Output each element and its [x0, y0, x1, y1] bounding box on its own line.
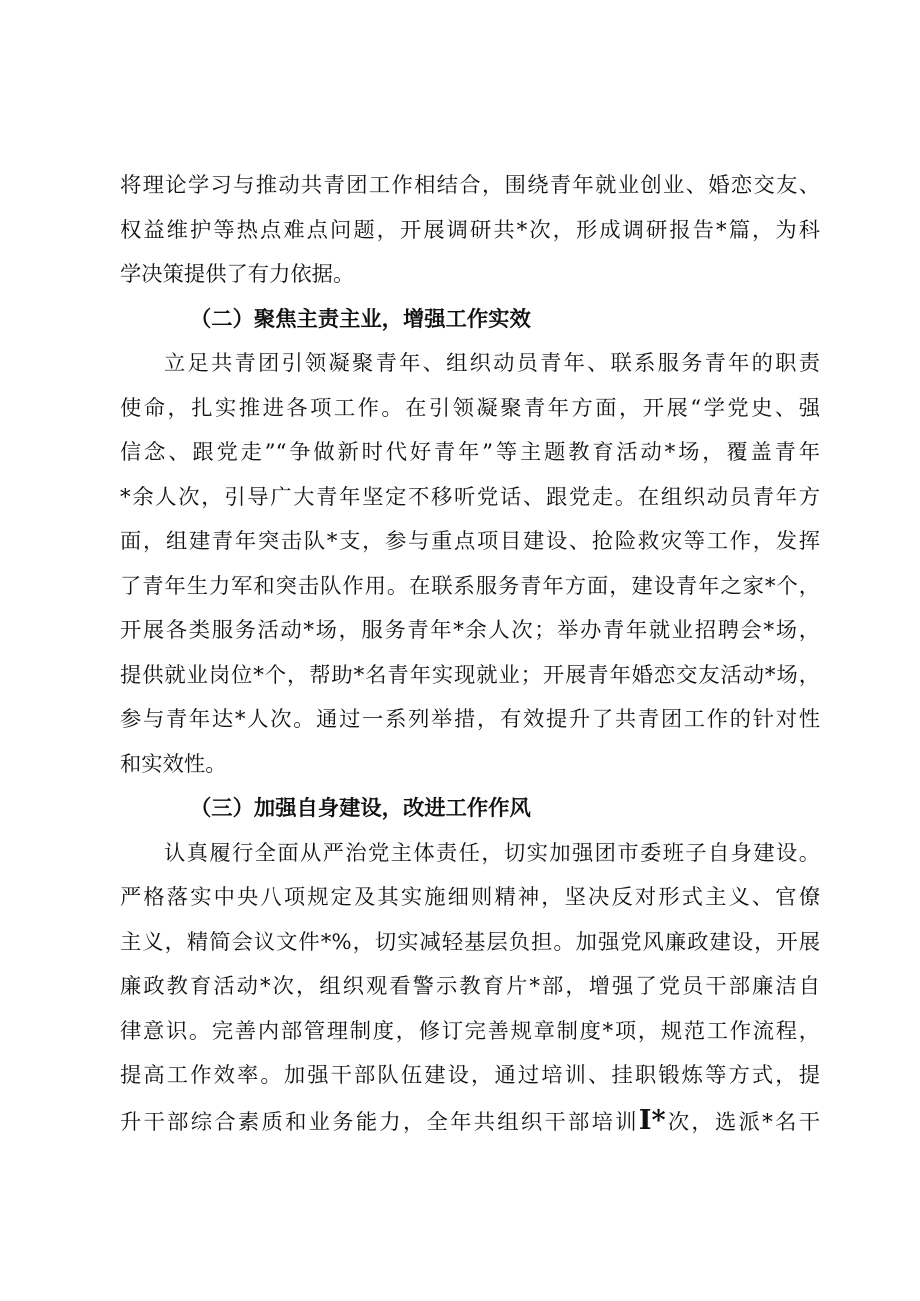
- text-line: 了青年生力军和突击队作用。在联系服务青年方面，建设青年之家*个，: [120, 573, 820, 599]
- text-line: 立足共青团引领凝聚青年、组织动员青年、联系服务青年的职责: [164, 351, 820, 376]
- text-run: 次，选派*名干: [665, 1109, 820, 1135]
- text-line: 开展各类服务活动*场，服务青年*余人次；举办青年就业招聘会*场，: [120, 618, 820, 643]
- paragraph-research: [120, 164, 820, 298]
- text-line: 提高工作效率。加强干部队伍建设，通过培训、挂职锻炼等方式，提: [120, 1063, 820, 1088]
- document-body: [120, 164, 820, 1143]
- text-line: 主义，精简会议文件*%，切实减轻基层负担。加强党风廉政建设，开展: [120, 929, 820, 955]
- text-line: *余人次，引导广大青年坚定不移听党话、跟党走。在组织动员青年方: [120, 484, 820, 510]
- text-run: 升干部综合素质和业务能力，全年共组织干部培训: [120, 1109, 639, 1135]
- text-line: 信念、跟党走”“争做新时代好青年”等主题教育活动*场，覆盖青年: [120, 440, 820, 465]
- section-heading-2: （二）聚焦主责主业，增强工作实效: [190, 306, 531, 332]
- emphasized-marker: I*: [638, 1104, 666, 1136]
- text-line: 提供就业岗位*个，帮助*名青年实现就业；开展青年婚恋交友活动*场，: [120, 662, 820, 688]
- text-line: 参与青年达*人次。通过一系列举措，有效提升了共青团工作的针对性: [120, 707, 820, 732]
- paragraph-core-duties: [120, 342, 820, 787]
- paragraph-self-building: [120, 832, 820, 1144]
- text-line: 律意识。完善内部管理制度，修订完善规章制度*项，规范工作流程，: [120, 1018, 820, 1044]
- text-line: 面，组建青年突击队*支，参与重点项目建设、抢险救灾等工作，发挥: [120, 529, 820, 554]
- section-heading-3: （三）加强自身建设，改进工作作风: [190, 796, 531, 821]
- text-line: 将理论学习与推动共青团工作相结合，围绕青年就业创业、婚恋交友、: [120, 173, 820, 198]
- text-line: 认真履行全面从严治党主体责任，切实加强团市委班子自身建设。: [164, 840, 820, 866]
- text-line: 学决策提供了有力依据。: [120, 262, 355, 287]
- text-line: 严格落实中央八项规定及其实施细则精神，坚决反对形式主义、官僚: [120, 885, 820, 910]
- text-line: 和实效性。: [120, 751, 227, 777]
- text-line: 使命，扎实推进各项工作。在引领凝聚青年方面，开展“学党史、强: [120, 395, 820, 421]
- text-line: 权益维护等热点难点问题，开展调研共*次，形成调研报告*篇，为科: [120, 217, 820, 243]
- text-line: 廉政教育活动*次，组织观看警示教育片*部，增强了党员干部廉洁自: [120, 974, 820, 999]
- text-line-final: [120, 1099, 820, 1144]
